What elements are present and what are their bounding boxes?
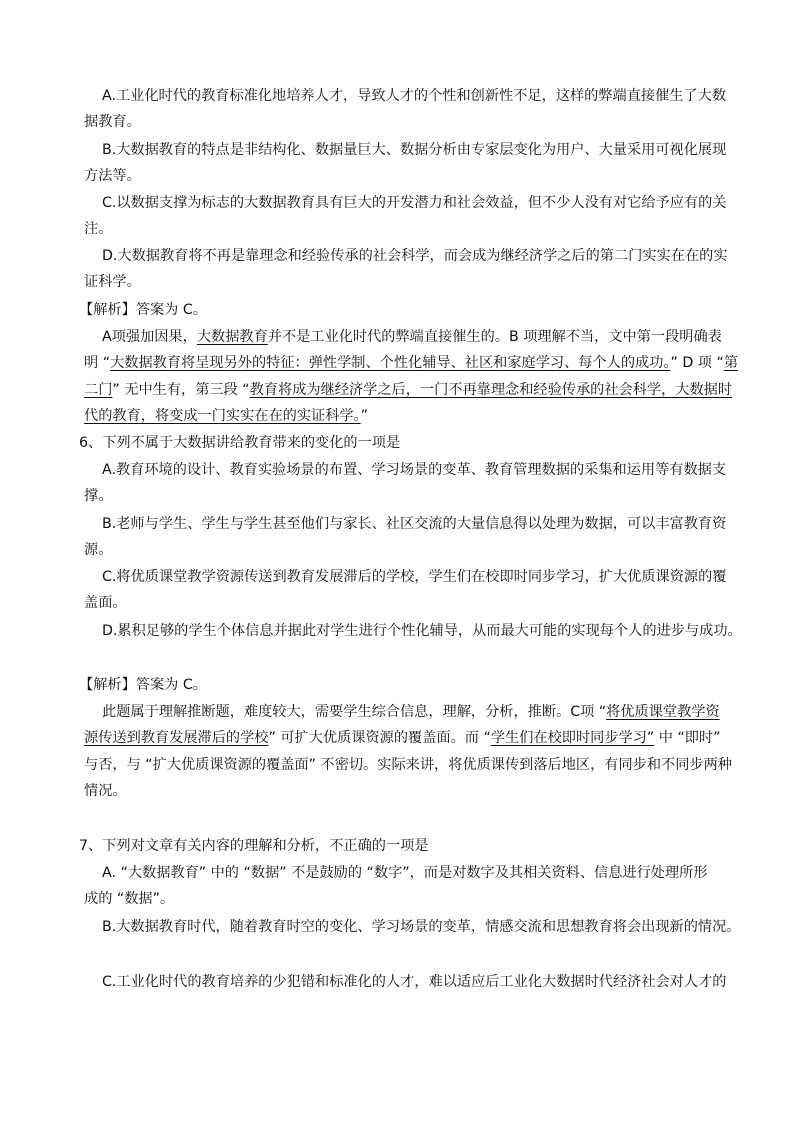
q7-option-b-line1: B.大数据教育时代，随着教育时空的变化、学习场景的变革，情感交流和思想教育将会出现新的情况。 bbox=[102, 919, 741, 935]
q6-explanation-line1: 此题属于理解推断题，难度较大，需要学生综合信息，理解，分析，推断。C项 “将优质课堂教学资 bbox=[102, 704, 720, 720]
q7-option-a-line2: 成的 “数据”。 bbox=[84, 891, 175, 907]
q5-explanation-line4: 代的教育，将变成一门实实在在的实证科学。” bbox=[84, 408, 369, 424]
q5-explanation-line3: 二门” 无中生有，第三段 “教育将成为继经济学之后，一门不再靠理念和经验传承的社会科学，大数据时 bbox=[84, 382, 733, 398]
q6-stem: 6、下列不属于大数据讲给教育带来的变化的一项是 bbox=[79, 435, 401, 451]
q6-answer: 【解析】答案为 C。 bbox=[79, 677, 207, 693]
q7-option-c-line1: C.工业化时代的教育培养的少犯错和标准化的人才，难以适应后工业化大数据时代经济社会对人才的 bbox=[102, 974, 727, 990]
q5-answer: 【解析】答案为 C。 bbox=[79, 302, 207, 318]
q5-option-b-line2: 方法等。 bbox=[84, 168, 141, 184]
q7-option-a-line1: A. “大数据教育” 中的 “数据” 不是鼓励的 “数字”，而是对数字及其相关资料、信息进行处理所形 bbox=[102, 865, 708, 881]
q6-option-b-line1: B.老师与学生、学生与学生甚至他们与家长、社区交流的大量信息得以处理为数据，可以丰富教育资 bbox=[102, 516, 727, 532]
q5-explanation-line2: 明 “大数据教育将呈现另外的特征：弹性学制、个性化辅导、社区和家庭学习、每个人的成功。” D 项 “第 bbox=[84, 355, 739, 371]
q6-explanation-line4: 情况。 bbox=[84, 783, 127, 799]
q5-option-b-line1: B.大数据教育的特点是非结构化、数据量巨大、数据分析由专家层变化为用户、大量采用可视化展现 bbox=[102, 142, 727, 158]
q6-option-a-line2: 撑。 bbox=[84, 488, 113, 504]
q6-option-c-line2: 盖面。 bbox=[84, 595, 127, 611]
q5-option-c-line1: C.以数据支撑为标志的大数据教育具有巨大的开发潜力和社会效益，但不少人没有对它给予应有的关 bbox=[102, 195, 727, 211]
q5-option-d-line2: 证科学。 bbox=[84, 274, 141, 290]
q7-stem: 7、下列对文章有关内容的理解和分析，不正确的一项是 bbox=[79, 838, 429, 854]
q6-option-c-line1: C.将优质课堂教学资源传送到教育发展滞后的学校，学生们在校即时同步学习，扩大优质课资源的覆 bbox=[102, 569, 727, 585]
q6-option-a-line1: A.教育环境的设计、教育实验场景的布置、学习场景的变革、教育管理数据的采集和运用等有数据支 bbox=[102, 462, 727, 478]
q5-option-a-line1: A.工业化时代的教育标准化地培养人才，导致人才的个性和创新性不足，这样的弊端直接催生了大数 bbox=[102, 88, 727, 104]
q6-option-b-line2: 源。 bbox=[84, 542, 113, 558]
q6-option-d-line1: D.累积足够的学生个体信息并据此对学生进行个性化辅导，从而最大可能的实现每个人的进步与成功。 bbox=[102, 623, 742, 639]
q5-explanation-line1: A项强加因果，大数据教育并不是工业化时代的弊端直接催生的。B 项理解不当，文中第一段明确表 bbox=[102, 329, 722, 345]
q6-explanation-line2: 源传送到教育发展滞后的学校” 可扩大优质课资源的覆盖面。而 “学生们在校即时同步学习” 中 “即时” bbox=[84, 730, 721, 746]
q5-option-c-line2: 注。 bbox=[84, 221, 113, 237]
q6-explanation-line3: 与否，与 “扩大优质课资源的覆盖面” 不密切。实际来讲，将优质课传到落后地区，有同步和不同步两种 bbox=[84, 757, 732, 773]
q5-option-a-line2: 据教育。 bbox=[84, 114, 141, 130]
q5-option-d-line1: D.大数据教育将不再是靠理念和经验传承的社会科学，而会成为继经济学之后的第二门实实在在的实 bbox=[102, 248, 728, 264]
